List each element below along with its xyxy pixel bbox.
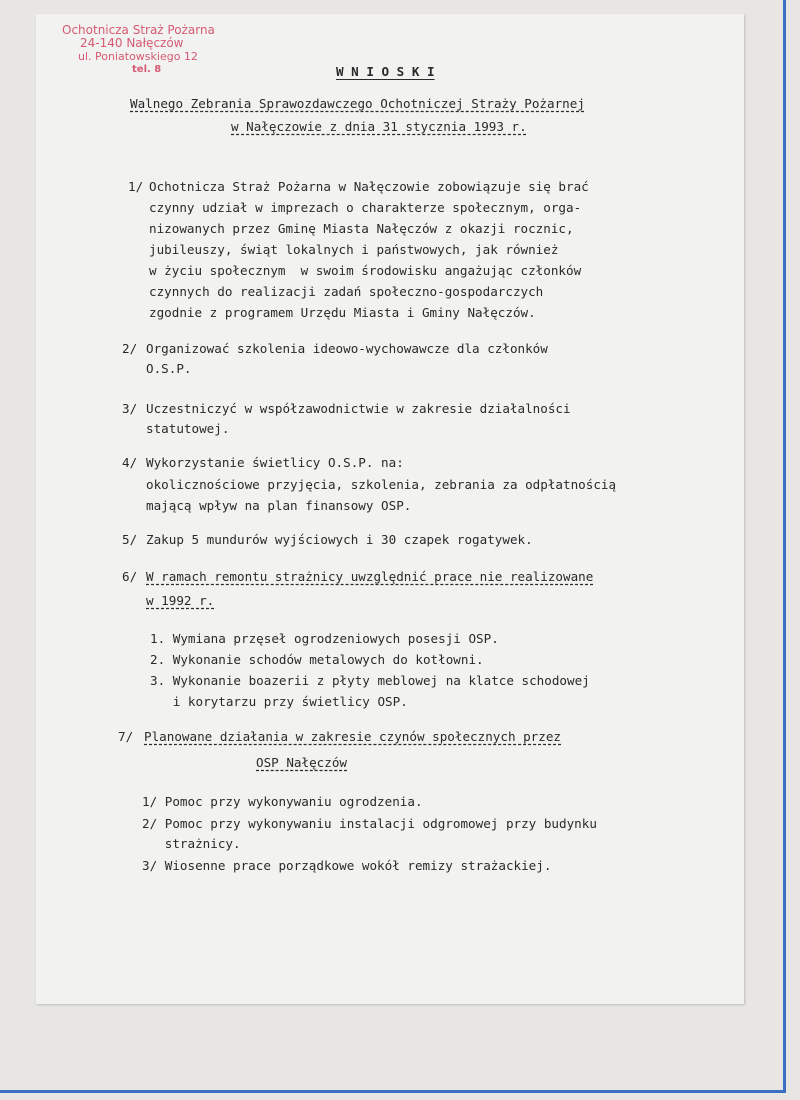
item-text-line: mającą wpływ na plan finansowy OSP. (146, 498, 412, 513)
item-text-line: OSP Nałęczów (256, 755, 347, 770)
document-subtitle: Walnego Zebrania Sprawozdawczego Ochotniczej Straży Pożarnej (130, 96, 585, 111)
item-number: 2/ (122, 341, 138, 356)
item-number: 4/ (122, 455, 138, 470)
stamp-line: ul. Poniatowskiego 12 (78, 50, 198, 63)
item-text-line: zgodnie z programem Urzędu Miasta i Gminy Nałęczów. (149, 305, 536, 320)
item-text-line: Zakup 5 mundurów wyjściowych i 30 czapek rogatywek. (146, 532, 533, 547)
item-text-line: W ramach remontu strażnicy uwzględnić prace nie realizowane (146, 569, 594, 584)
item-text-line: nizowanych przez Gminę Miasta Nałęczów z okazji rocznic, (149, 221, 574, 236)
subitem-line: 1/ Pomoc przy wykonywaniu ogrodzenia. (142, 794, 423, 809)
document-title: W N I O S K I (336, 64, 435, 79)
stamp-line: Ochotnicza Straż Pożarna (62, 23, 215, 37)
subitem-line: i korytarzu przy świetlicy OSP. (150, 694, 408, 709)
item-text-line: czynny udział w imprezach o charakterze społecznym, orga- (149, 200, 582, 215)
stamp-line: tel. 8 (132, 64, 162, 75)
item-number: 3/ (122, 401, 138, 416)
subitem-line: 1. Wymiana przęseł ogrodzeniowych posesji OSP. (150, 631, 499, 646)
page-border-vertical (783, 0, 786, 1092)
stamp-line: 24-140 Nałęczów (80, 36, 184, 50)
item-number: 7/ (118, 729, 134, 744)
item-number: 5/ (122, 532, 138, 547)
page-border-horizontal (0, 1090, 786, 1093)
item-text-line: czynnych do realizacji zadań społeczno-gospodarczych (149, 284, 544, 299)
item-text-line: statutowej. (146, 421, 230, 436)
item-text-line: w 1992 r. (146, 593, 215, 608)
item-text-line: Planowane działania w zakresie czynów społecznych przez (144, 729, 562, 744)
subitem-line: 3. Wykonanie boazerii z płyty meblowej na klatce schodowej (150, 673, 590, 688)
item-number: 6/ (122, 569, 138, 584)
item-text-line: Wykorzystanie świetlicy O.S.P. na: (146, 455, 404, 470)
subitem-line: 3/ Wiosenne prace porządkowe wokół remizy strażackiej. (142, 858, 552, 873)
item-text-line: okolicznościowe przyjęcia, szkolenia, zebrania za odpłatnością (146, 477, 617, 492)
item-text-line: Organizować szkolenia ideowo-wychowawcze dla członków (146, 341, 548, 356)
document-page (36, 14, 744, 1004)
item-text-line: w życiu społecznym w swoim środowisku angażując członków (149, 263, 582, 278)
item-text-line: Uczestniczyć w współzawodnictwie w zakresie działalności (146, 401, 571, 416)
organization-stamp (62, 24, 252, 76)
subitem-line: strażnicy. (142, 836, 241, 851)
document-date-line: w Nałęczowie z dnia 31 stycznia 1993 r. (231, 119, 527, 134)
subitem-line: 2/ Pomoc przy wykonywaniu instalacji odgromowej przy budynku (142, 816, 597, 831)
item-text-line: Ochotnicza Straż Pożarna w Nałęczowie zobowiązuje się brać (149, 179, 589, 194)
item-text-line: jubileuszy, świąt lokalnych i państwowych, jak również (149, 242, 559, 257)
item-text-line: O.S.P. (146, 361, 192, 376)
subitem-line: 2. Wykonanie schodów metalowych do kotłowni. (150, 652, 484, 667)
item-number: 1/ (128, 179, 144, 194)
